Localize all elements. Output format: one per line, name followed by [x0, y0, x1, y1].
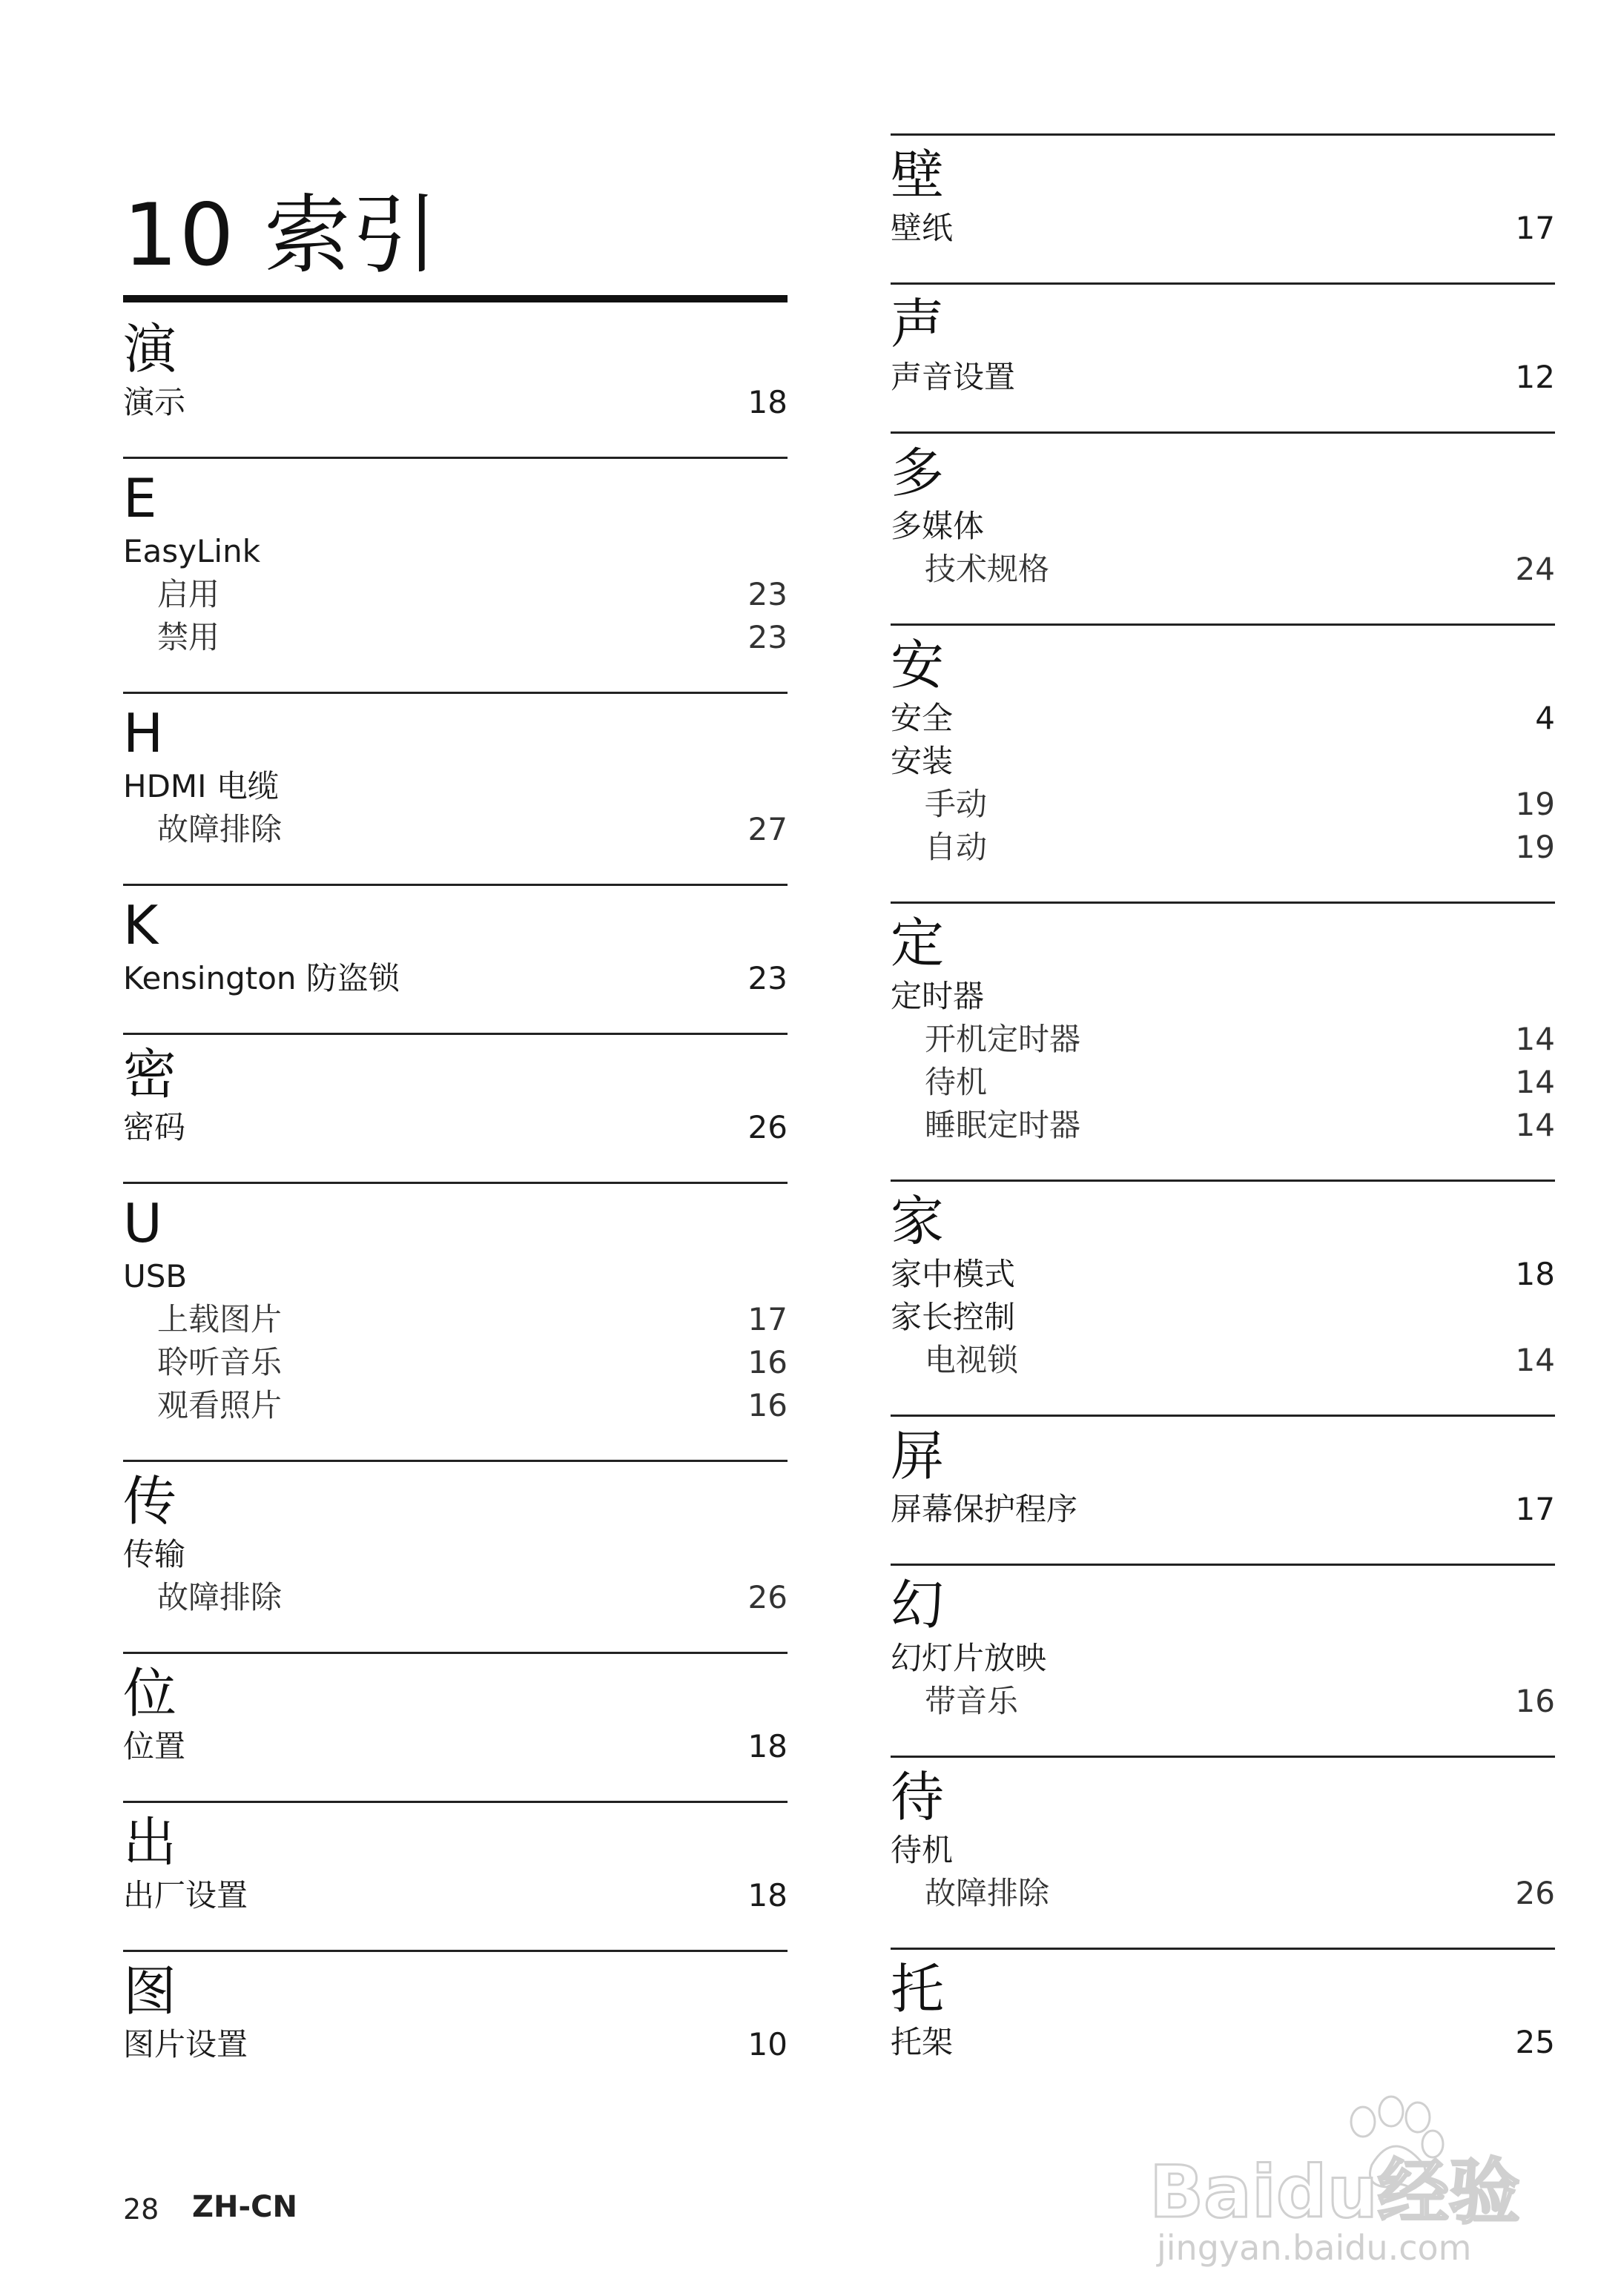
- section-spacer: [123, 851, 788, 884]
- index-entry: [123, 1874, 788, 1917]
- entry-page: 26: [747, 1109, 788, 1145]
- entry-text: 故障排除: [925, 1875, 1050, 1911]
- entry-text: 带音乐: [925, 1683, 1019, 1719]
- section-letter: E: [123, 467, 157, 529]
- index-section: [891, 623, 1555, 901]
- index-section: [123, 1652, 788, 1801]
- index-section: [891, 1564, 1555, 1756]
- index-subentry: [891, 826, 1555, 869]
- section-letter: 待: [891, 1766, 945, 1828]
- section-spacer: [123, 1619, 788, 1652]
- index-entry: [123, 2023, 788, 2066]
- index-section: [123, 457, 788, 692]
- watermark-url: jingyan.baidu.com: [1157, 2228, 1472, 2268]
- entry-text: 故障排除: [157, 1579, 283, 1615]
- index-subentry: [123, 1576, 788, 1619]
- index-entry: [123, 1255, 788, 1298]
- section-letter: 演: [123, 318, 177, 380]
- index-section: [123, 884, 788, 1033]
- section-letter: 声: [891, 293, 945, 355]
- index-entry: [891, 2021, 1555, 2064]
- index-entry: [891, 1829, 1555, 1872]
- page-number: 28: [123, 2193, 159, 2226]
- index-entry: [891, 356, 1555, 399]
- section-letter: 安: [891, 634, 945, 696]
- entry-page: 14: [1515, 1021, 1555, 1057]
- index-section: [891, 901, 1555, 1180]
- entry-text: 屏幕保护程序: [891, 1491, 1078, 1527]
- entry-text: 手动: [925, 786, 988, 822]
- index-subentry: [123, 1341, 788, 1384]
- index-section: [123, 1950, 788, 2099]
- section-letter: 壁: [891, 144, 945, 206]
- entry-page: 27: [747, 811, 788, 847]
- index-entry: [891, 505, 1555, 548]
- section-spacer: [123, 2066, 788, 2099]
- index-subentry: [891, 1872, 1555, 1915]
- index-subentry: [123, 616, 788, 659]
- entry-text: 壁纸: [891, 210, 954, 246]
- entry-page: 16: [747, 1344, 788, 1380]
- entry-text: 位置: [123, 1728, 186, 1764]
- index-subentry: [891, 548, 1555, 591]
- language-code: ZH-CN: [192, 2190, 297, 2224]
- entry-page: 18: [1515, 1256, 1555, 1292]
- section-letter: 托: [891, 1958, 945, 2020]
- entry-page: 23: [747, 960, 788, 996]
- section-letter: U: [123, 1192, 162, 1254]
- entry-page: 18: [747, 1728, 788, 1764]
- section-spacer: [123, 1149, 788, 1182]
- index-entry: [891, 697, 1555, 740]
- entry-text: 禁用: [157, 619, 220, 655]
- section-spacer: [891, 250, 1555, 282]
- index-subentry: [891, 1104, 1555, 1147]
- entry-page: 14: [1515, 1064, 1555, 1100]
- entry-text: EasyLink: [123, 533, 261, 569]
- index-entry: [891, 1488, 1555, 1531]
- entry-text: 多媒体: [891, 508, 985, 544]
- entry-page: 17: [1515, 1491, 1555, 1527]
- section-spacer: [123, 1917, 788, 1950]
- section-spacer: [891, 1531, 1555, 1564]
- index-section: [891, 282, 1555, 431]
- entry-page: 10: [747, 2026, 788, 2062]
- entry-page: 19: [1515, 786, 1555, 822]
- entry-page: 23: [747, 576, 788, 612]
- entry-page: 26: [747, 1579, 788, 1615]
- entry-text: 家长控制: [891, 1299, 1016, 1335]
- section-spacer: [123, 424, 788, 457]
- entry-text: 定时器: [891, 978, 985, 1014]
- index-section: [123, 1801, 788, 1950]
- entry-text: 技术规格: [925, 551, 1050, 587]
- section-spacer: [891, 1147, 1555, 1180]
- entry-text: 安全: [891, 700, 954, 736]
- entry-text: 睡眠定时器: [925, 1107, 1081, 1143]
- page-title: 10 索引: [123, 185, 440, 285]
- section-letter: 家: [891, 1190, 945, 1252]
- index-column-left: [123, 295, 788, 2099]
- index-entry: [123, 530, 788, 573]
- entry-text: 密码: [123, 1109, 186, 1145]
- entry-page: 18: [747, 1877, 788, 1913]
- entry-text: 托架: [891, 2024, 954, 2060]
- entry-text: 传输: [123, 1536, 186, 1572]
- entry-page: 18: [747, 384, 788, 420]
- entry-page: 17: [1515, 210, 1555, 246]
- index-section: [123, 692, 788, 884]
- entry-text: 家中模式: [891, 1256, 1016, 1292]
- entry-page: 17: [747, 1301, 788, 1337]
- title-rule: [123, 295, 788, 302]
- entry-text: 演示: [123, 384, 186, 420]
- entry-text: USB: [123, 1258, 188, 1294]
- section-letter: 多: [891, 442, 945, 504]
- section-spacer: [891, 399, 1555, 431]
- entry-text: 安装: [891, 743, 954, 779]
- index-section: [123, 1182, 788, 1460]
- entry-text: 自动: [925, 829, 988, 865]
- section-spacer: [123, 1427, 788, 1460]
- section-letter: 密: [123, 1043, 177, 1105]
- index-section: [891, 1180, 1555, 1415]
- section-spacer: [891, 1382, 1555, 1415]
- entry-page: 19: [1515, 829, 1555, 865]
- section-spacer: [891, 1915, 1555, 1948]
- index-section: [891, 1415, 1555, 1564]
- entry-text: 幻灯片放映: [891, 1640, 1047, 1676]
- entry-text: 开机定时器: [925, 1021, 1081, 1057]
- section-letter: 图: [123, 1960, 177, 2022]
- entry-page: 24: [1515, 551, 1555, 587]
- baidu-watermark: [1142, 2076, 1557, 2269]
- entry-text: 启用: [157, 576, 220, 612]
- index-entry: [891, 1296, 1555, 1339]
- entry-page: 25: [1515, 2024, 1555, 2060]
- entry-text: 上载图片: [157, 1301, 283, 1337]
- index-subentry: [891, 783, 1555, 826]
- entry-page: 26: [1515, 1875, 1555, 1911]
- index-entry: [891, 740, 1555, 783]
- index-entry: [123, 1106, 788, 1149]
- entry-text: 出厂设置: [123, 1877, 248, 1913]
- index-entry: [123, 1725, 788, 1768]
- section-spacer: [123, 1000, 788, 1033]
- entry-text: 电视锁: [925, 1342, 1019, 1378]
- index-section: [891, 1756, 1555, 1948]
- index-entry: [123, 765, 788, 808]
- section-letter: 屏: [891, 1425, 945, 1487]
- index-column-right: [891, 133, 1555, 2097]
- entry-text: 待机: [891, 1832, 954, 1868]
- index-section: [123, 1033, 788, 1182]
- entry-text: 故障排除: [157, 811, 283, 847]
- entry-page: 16: [1515, 1683, 1555, 1719]
- index-subentry: [123, 573, 788, 616]
- section-spacer: [123, 1768, 788, 1801]
- index-subentry: [891, 1018, 1555, 1061]
- section-spacer: [891, 869, 1555, 901]
- index-subentry: [123, 1384, 788, 1427]
- index-section: [123, 1460, 788, 1652]
- section-letter: K: [123, 894, 159, 956]
- index-entry: [891, 207, 1555, 250]
- index-section: [891, 133, 1555, 282]
- section-spacer: [123, 659, 788, 692]
- entry-text: Kensington 防盗锁: [123, 960, 400, 996]
- index-subentry: [891, 1339, 1555, 1382]
- index-section: [891, 431, 1555, 623]
- index-subentry: [891, 1680, 1555, 1723]
- index-entry: [891, 975, 1555, 1018]
- index-subentry: [123, 1298, 788, 1341]
- entry-page: 23: [747, 619, 788, 655]
- section-letter: 传: [123, 1470, 177, 1532]
- watermark-brand: Baidu经验: [1149, 2151, 1520, 2234]
- entry-text: 聆听音乐: [157, 1344, 283, 1380]
- entry-page: 12: [1515, 359, 1555, 395]
- section-letter: 定: [891, 912, 945, 974]
- entry-text: 观看照片: [157, 1387, 283, 1423]
- index-section: [123, 302, 788, 457]
- entry-text: 待机: [925, 1064, 988, 1100]
- entry-text: 声音设置: [891, 359, 1016, 395]
- entry-text: 图片设置: [123, 2026, 248, 2062]
- index-entry: [123, 957, 788, 1000]
- entry-page: 4: [1535, 700, 1555, 736]
- entry-page: 14: [1515, 1107, 1555, 1143]
- entry-text: HDMI 电缆: [123, 768, 279, 804]
- index-entry: [123, 381, 788, 424]
- entry-page: 16: [747, 1387, 788, 1423]
- index-section: [891, 1948, 1555, 2097]
- section-letter: 幻: [891, 1574, 945, 1636]
- index-entry: [123, 1533, 788, 1576]
- index-entry: [891, 1253, 1555, 1296]
- entry-page: 14: [1515, 1342, 1555, 1378]
- section-spacer: [891, 591, 1555, 623]
- index-subentry: [123, 808, 788, 851]
- section-letter: 出: [123, 1811, 177, 1873]
- section-spacer: [891, 1723, 1555, 1756]
- index-entry: [891, 1637, 1555, 1680]
- section-letter: H: [123, 702, 164, 764]
- section-letter: 位: [123, 1662, 177, 1724]
- index-subentry: [891, 1061, 1555, 1104]
